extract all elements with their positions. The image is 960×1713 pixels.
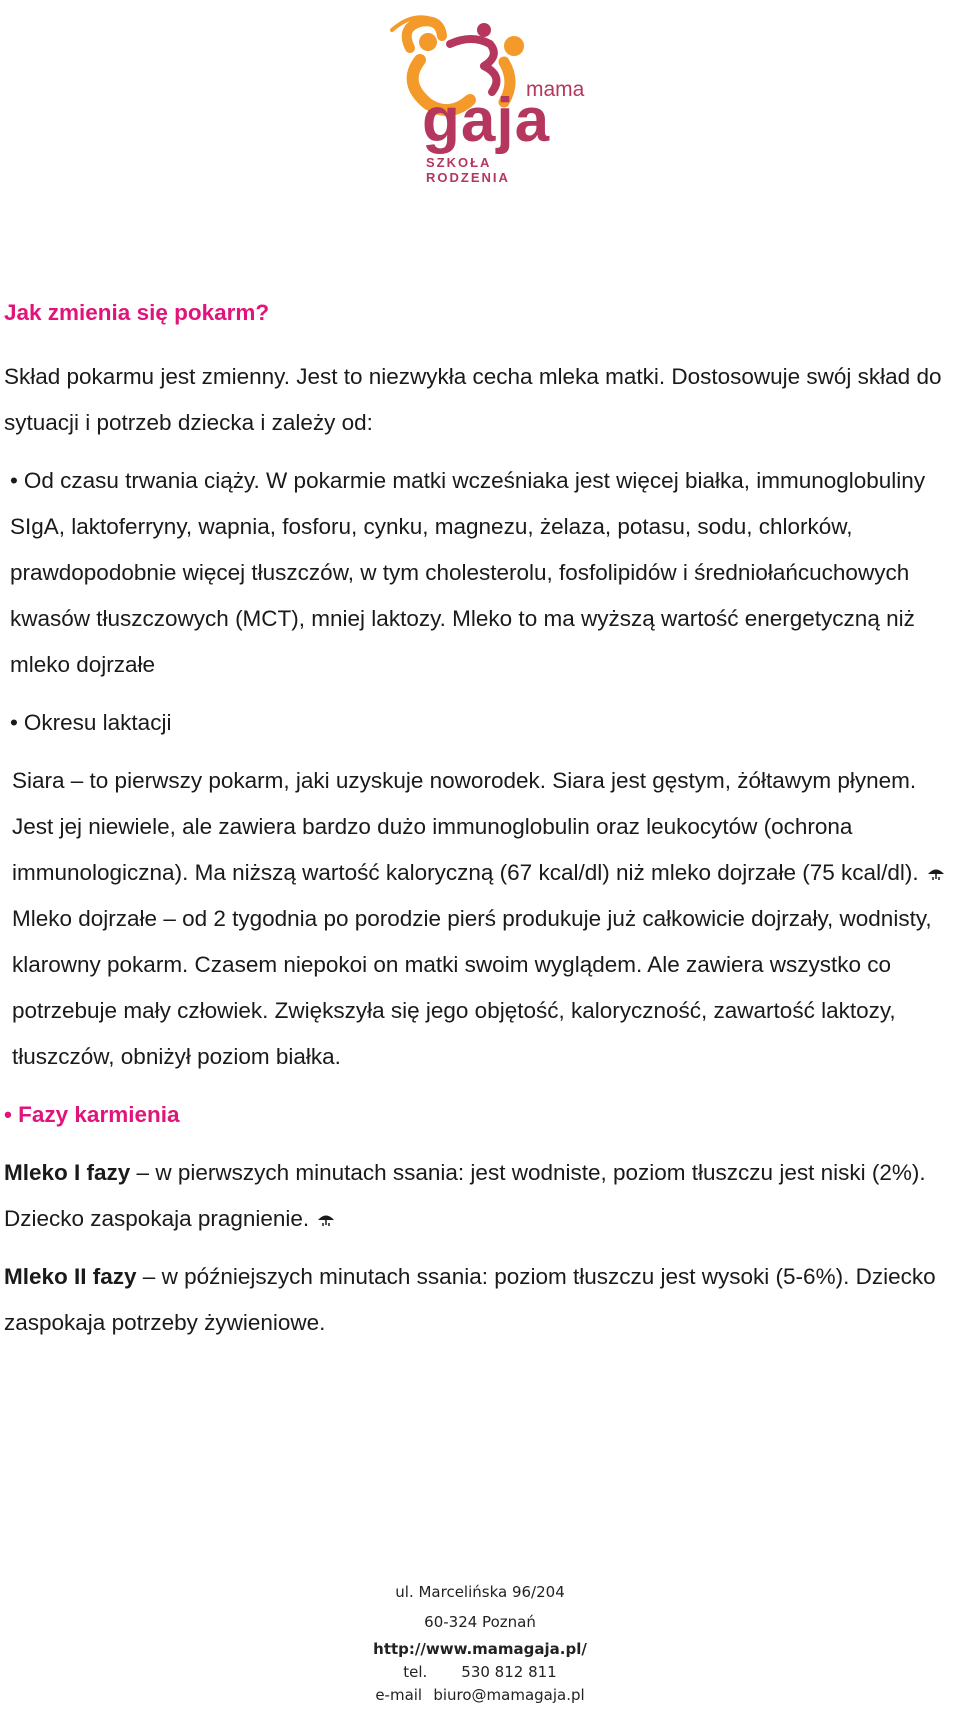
bullet-dot: •: [4, 1102, 19, 1127]
footer-street: ul. Marcelińska 96/204: [395, 1583, 565, 1601]
bullet-pregnancy-text: Od czasu trwania ciąży. W pokarmie matki wcześniaka jest więcej białka, immunoglobuliny SIgA, laktoferryny, wapnia, fosforu, cynku, magnezu, żelaza, potasu, sodu, chlorków, prawdopodobnie więcej tłuszczów, w tym cholesterolu, fosfolipidów i średniołańcuchowych kwasów tłuszczowych (MCT), mniej laktozy. Mleko to ma wyższą wartość energetyczną niż mleko dojrzałe: [10, 468, 926, 677]
heading-feeding-phases-text: Fazy karmienia: [18, 1102, 180, 1127]
footer-phone-label: tel.: [403, 1663, 428, 1681]
colostrum-text: Siara – to pierwszy pokarm, jaki uzyskuje noworodek. Siara jest gęstym, żółtawym płynem. Jest jej niewiele, ale zawiera bardzo dużo immunoglobulin oraz leukocytów (ochrona immunologiczna). Ma niższą wartość kaloryczną (67 kcal/dl) niż mleko dojrzałe (75 kcal/dl).: [12, 768, 919, 885]
phase-1-title: Mleko I fazy: [4, 1160, 131, 1185]
intro-paragraph: Skład pokarmu jest zmienny. Jest to niezwykła cecha mleka matki. Dostosowuje swój skład do sytuacji i potrzeb dziecka i zależy od:: [4, 364, 942, 435]
logo-mama-text: mama: [526, 78, 585, 101]
mature-milk-text: Mleko dojrzałe – od 2 tygodnia po porodzie pierś produkuje już całkowicie dojrzały, wodnisty, klarowny pokarm. Czasem niepokoi on matki swoim wyglądem. Ale zawiera wszystko co potrzebuje mały człowiek. Zwiększyła się jego objętość, kaloryczność, zawartość laktozy, tłuszczów, obniżył poziom białka.: [12, 906, 932, 1069]
phase-2-paragraph: [4, 1254, 954, 1346]
logo-gaja-text: gaja: [422, 86, 551, 155]
phase-2-text: – w późniejszych minutach ssania: poziom tłuszczu jest wysoki (5-6%). Dziecko zaspokaja potrzeby żywieniowe.: [4, 1264, 936, 1335]
footer-email-row: [0, 1684, 960, 1707]
footer-phone: 530 812 811: [461, 1663, 557, 1681]
colostrum-paragraph: [4, 758, 954, 1080]
mama-gaja-logo: [380, 8, 585, 185]
footer-email-link[interactable]: biuro@mamagaja.pl: [433, 1686, 585, 1704]
footer-email-label: e-mail: [375, 1686, 423, 1704]
footer-contact: [0, 1577, 960, 1707]
footer-website-link[interactable]: http://www.mamagaja.pl/: [373, 1640, 587, 1658]
phase-1-paragraph: [4, 1150, 954, 1242]
bullet-pregnancy-duration: [4, 458, 954, 688]
umbrella-icon: [927, 865, 945, 883]
bullet-dot: •: [10, 710, 18, 735]
document-body: [4, 290, 954, 1346]
heading-milk-changes: Jak zmienia się pokarm?: [4, 300, 270, 325]
heading-feeding-phases: [4, 1092, 954, 1138]
bullet-lactation-period: [4, 700, 954, 746]
bullet-lactation-text: Okresu laktacji: [23, 710, 172, 735]
umbrella-icon: [317, 1211, 335, 1229]
footer-phone-row: [0, 1661, 960, 1684]
footer-city: 60-324 Poznań: [424, 1613, 536, 1631]
phase-2-title: Mleko II fazy: [4, 1264, 137, 1289]
bullet-dot: •: [10, 468, 18, 493]
phase-1-text: – w pierwszych minutach ssania: jest wodniste, poziom tłuszczu jest niski (2%). Dziecko zaspokaja pragnienie.: [4, 1160, 926, 1231]
logo-subtitle: SZKOŁA RODZENIA: [426, 155, 510, 185]
